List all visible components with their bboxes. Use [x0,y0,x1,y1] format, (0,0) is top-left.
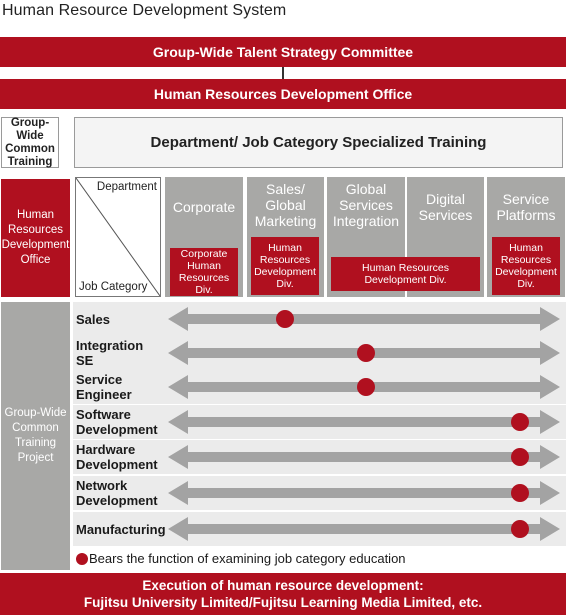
job-row-label: Manufacturing [76,521,166,537]
connector-line [282,67,284,79]
job-row-label: Integration SE [76,338,144,368]
examination-dot-icon [511,520,529,538]
common-training-box: Group-Wide Common Training [1,117,59,168]
double-arrow-icon [168,517,560,541]
dept-label: Service Platforms [496,191,556,223]
double-arrow-icon [168,481,560,505]
examination-dot-icon [511,413,529,431]
job-row-label: Network Development [76,478,158,508]
job-row-label: Sales [76,311,110,327]
double-arrow-icon [168,445,560,469]
dept-column-service-platforms [487,177,565,297]
division-box-shared: Human Resources Development Div. [331,257,480,291]
division-box: Human Resources Development Div. [251,237,319,295]
job-row-label: Service Engineer [76,372,132,402]
corner-department-label: Department [96,181,157,193]
examination-dot-icon [511,448,529,466]
dept-column-sales-global-marketing [247,177,324,297]
matrix-corner [75,177,161,297]
division-box: Corporate Human Resources Div. [170,248,238,296]
footer-bar: Execution of human resource development: Fujitsu University Limited/Fujitsu Learning Media Limited, etc. [0,573,566,615]
side-common-training-project: Group-Wide Common Training Project [1,302,70,570]
legend-dot-icon [76,553,88,565]
committee-bar: Group-Wide Talent Strategy Committee [0,37,566,67]
diagonal-line [76,178,160,296]
dept-label: Global Services Integration [332,181,400,229]
division-box: Human Resources Development Div. [492,237,560,295]
examination-dot-icon [511,484,529,502]
dept-label: Digital Services [418,191,473,223]
examination-dot-icon [357,344,375,362]
examination-dot-icon [357,378,375,396]
examination-dot-icon [276,310,294,328]
corner-job-category-label: Job Category [79,281,148,293]
job-row-label: Software Development [76,407,158,437]
double-arrow-icon [168,410,560,434]
dept-column-corporate [165,177,243,297]
job-row-label: Hardware Development [76,442,158,472]
dept-label: Corporate [172,199,236,215]
side-hr-office: Human Resources Development Office [1,179,70,297]
legend-text: Bears the function of examining job category education [89,551,406,566]
dept-label: Sales/ Global Marketing [254,181,317,229]
page-title: Human Resource Development System [2,2,287,19]
specialized-training-box: Department/ Job Category Specialized Training [74,117,563,168]
double-arrow-icon [168,307,560,331]
office-bar: Human Resources Development Office [0,79,566,109]
